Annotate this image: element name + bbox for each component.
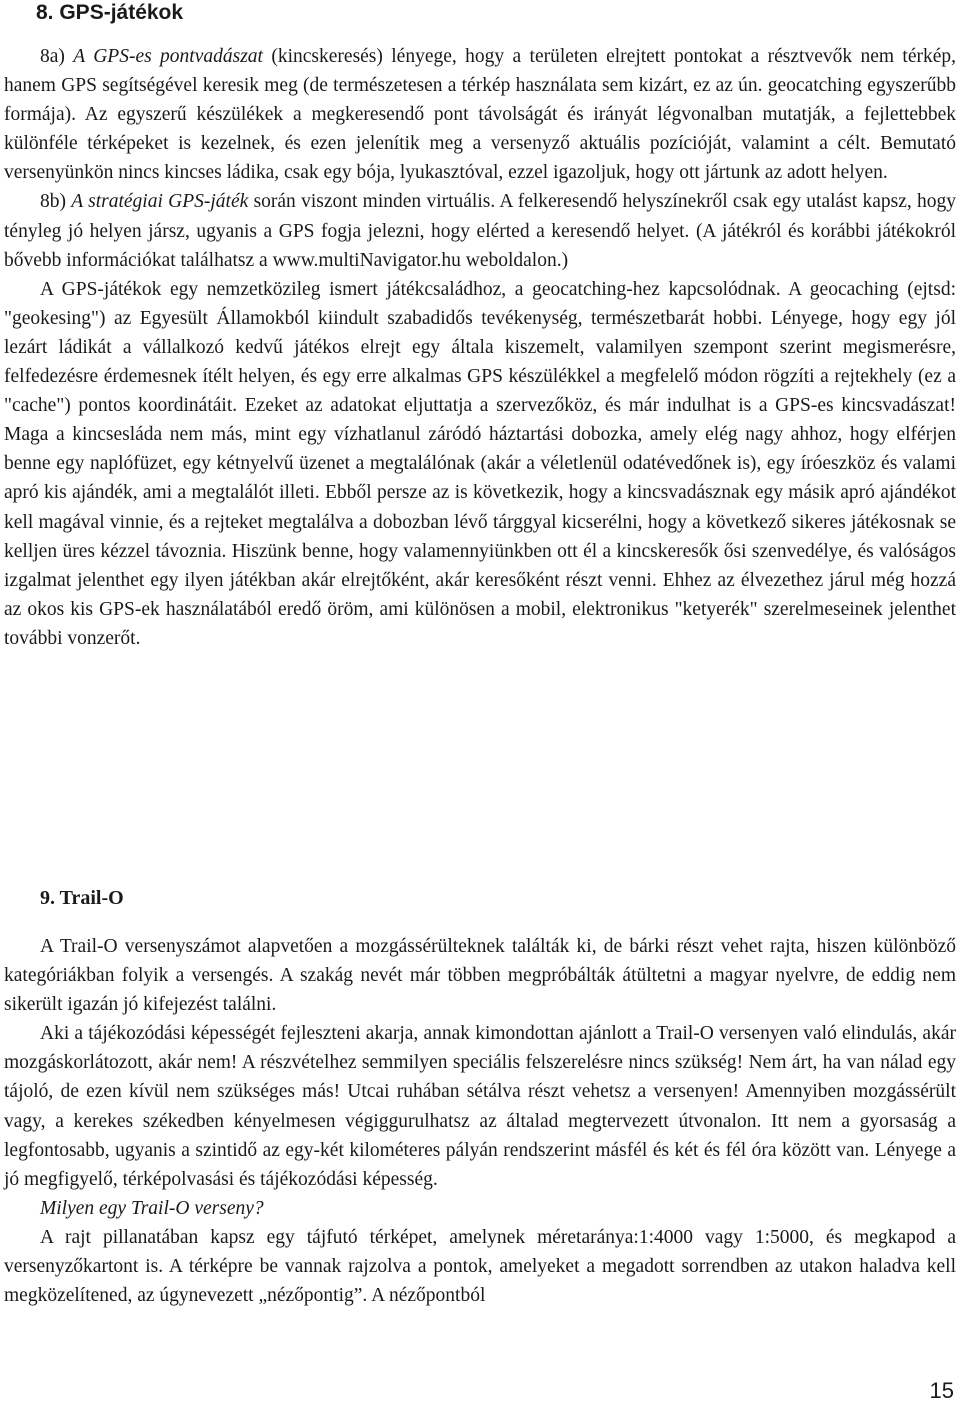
paragraph-trail-o-intro: A Trail-O versenyszámot alapvetően a mozgássérülteknek találták ki, de bárki részt vehet rajta, hiszen különböző kategóriákban folyik a versengés. A szakág nevét már többen megpróbálták átültetni a magyar nyelvre, de eddig nem sikerült igazán jó kifejezést találni. [4,936,956,1016]
section-9-body [4,932,956,1310]
page-number: 15 [929,1378,954,1403]
paragraph-8a-term: A GPS-es pontvadászat [73,46,263,67]
subheading-trail-o-race: Milyen egy Trail-O verseny? [40,1197,264,1219]
section-9-heading: 9. Trail-O [40,887,124,909]
paragraph-8a-lead: 8a) [40,46,65,67]
section-8-body [4,42,956,653]
paragraph-8a [4,42,956,187]
paragraph-8b-text: során viszont minden virtuális. A felkeresendő helyszínekről csak egy utalást kapsz, hogy tényleg jó helyen jársz, ugyanis a GPS fogja jelezni, hogy elérted a keresendő helyet. (A játékról és korábbi játékokról bővebb információkat találhatsz a www.multiNavigator.hu weboldalon.) [4,191,957,271]
paragraph-8b [4,187,956,274]
paragraph-8a-text: (kincskeresés) lényege, hogy a területen elrejtett pontokat a résztvevők nem térkép, hanem GPS segítségével keresik meg (de természetesen a térkép használata sem kizárt, ez az ún. geocatching egyszerűbb formája). Az egyszerű készülékek a megkeresendő pont távolságát és irányát légvonalban mutatják, a fejlettebbek különféle térképeket is kezelnek, és ezen jelenítik meg a versenyző aktuális pozícióját, valamint a célt. Bemutató versenyünkön nincs kincses ládika, csak egy bója, lyukasztóval, ezzel igazoljuk, hogy ott jártunk az adott helyen. [4,46,957,184]
paragraph-geocaching: A GPS-játékok egy nemzetközileg ismert játékcsaládhoz, a geocatching-hez kapcsolódnak. A geocaching (ejtsd: "geokesing") az Egyesült Államokból kiindult szabadidős tevékenység, természetbarát hobbi. Lényege, hogy egy jól lezárt ládikát a vállalkozó kedvű játékos elrejt egy általa kiszemelt, valamilyen szempont szerint megismerésre, felfedezésre érdemesnek ítélt helyen, és egy erre alkalmas GPS készülékkel a megfelelő módon rögzíti a rejtekhely (ez a "cache") pontos koordinátáit. Ezeket az adatokat eljuttatja a szervezőköz, és már indulhat is a GPS-es kincsvadászat! Maga a kincsesláda nem más, mint egy vízhatlanul záródó háztartási dobozka, amely elég nagy ahhoz, hogy elférjen benne egy naplófüzet, egy kétnyelvű üzenet a megtalálónak (akár a véletlenül odatévedőnek is), egy íróeszköz és valami apró kis ajándék, ami a megtalálót illeti. Ebből persze az is következik, hogy a kincsvadásznak egy másik apró ajándékot kell magával vinnie, és a rejteket megtalálva a dobozban lévő tárggyal kicserélni, hogy a következő sikeres játékosnak se kelljen üres kézzel távoznia. Hiszünk benne, hogy valamennyiünkben ott él a kincskeresők ősi szenvedélye, és valóságos izgalmat jelenthet egy ilyen játékban akár elrejtőként, akár keresőként részt venni. Ehhez az élvezethez járul még hozzá az okos kis GPS-ek használatából eredő öröm, ami különösen a mobil, elektronikus "ketyerék" szerelmeseinek jelenthet további vonzerőt. [4,278,956,649]
paragraph-8b-lead: 8b) [40,191,66,213]
paragraph-trail-o-start: A rajt pillanatában kapsz egy tájfutó térképet, amelynek méretaránya:1:4000 vagy 1:5000, és megkapod a versenyzőkartont is. A térképre be vannak rajzolva a pontok, amelyeket a megadott sorrendben az utakon haladva kell megközelítened, az úgynevezett „nézőpontig”. A nézőpontból [4,1226,956,1307]
section-8-heading: 8. GPS-játékok [36,1,184,24]
paragraph-trail-o-who: Aki a tájékozódási képességét fejleszteni akarja, annak kimondottan ajánlott a Trail-O versenyen való elindulás, akár mozgáskorlátozott, akár nem! A részvételhez semmilyen speciális felszerelésre nincs szükség! Nem árt, ha van nálad egy tájoló, de ezen kívül nem szükséges más! Utcai ruhában sétálva részt vehetsz a versenyen! Amennyiben mozgássérült vagy, a kerekes székedben kényelmesen végiggurulhatsz az általad megtervezett útvonalon. Itt nem a gyorsaság a legfontosabb, ugyanis a szintidő az egy-két kilométeres pályán rendszerint másfél és két és fél óra között van. Lényege a jó megfigyelő, térképolvasási és tájékozódási képesség. [4,1023,956,1190]
paragraph-8b-term: A stratégiai GPS-játék [71,191,249,213]
